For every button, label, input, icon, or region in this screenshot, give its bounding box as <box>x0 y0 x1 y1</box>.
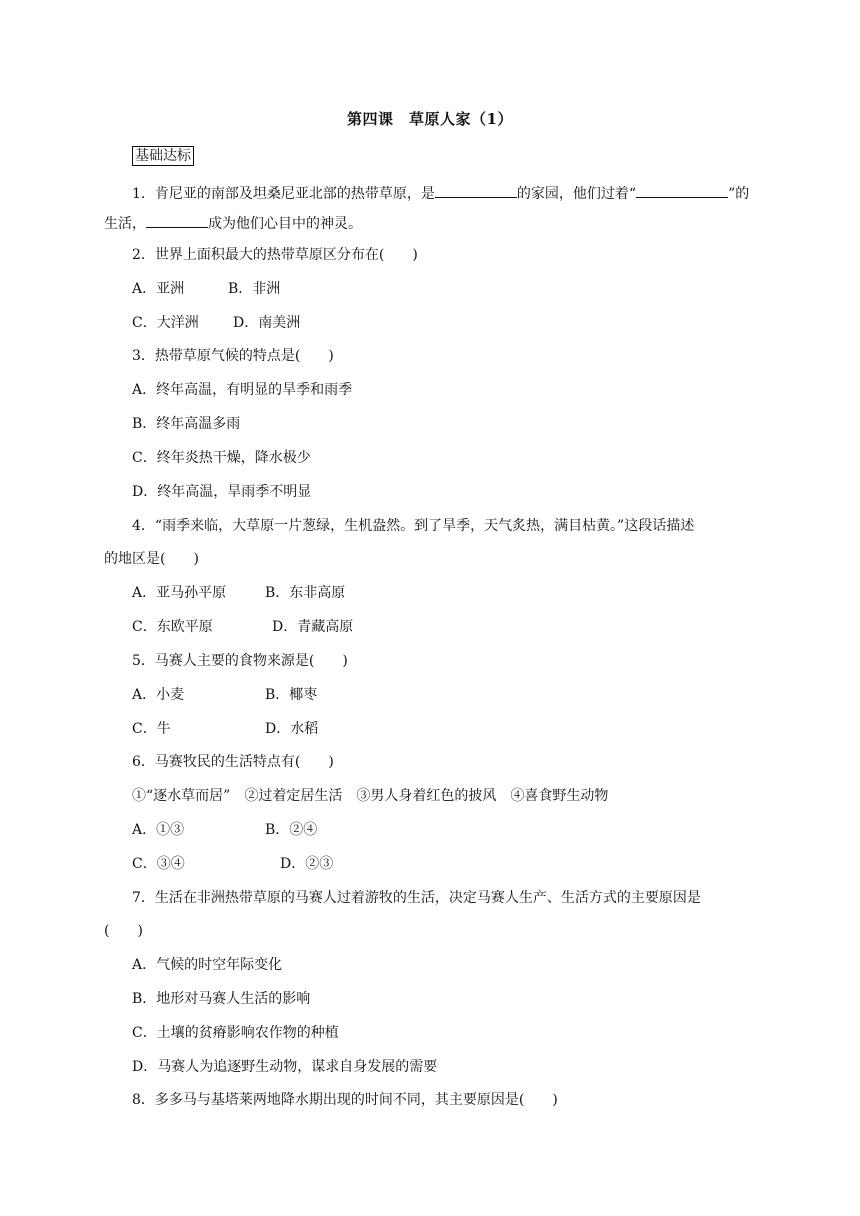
q5-option-c: C．牛 <box>132 721 171 737</box>
q4-option-a: A．亚马孙平原 <box>132 585 227 601</box>
question-2-stem: 2．世界上面积最大的热带草原区分布在( ) <box>132 247 418 263</box>
section-label: 基础达标 <box>132 146 194 166</box>
q5-option-b: B．椰枣 <box>265 687 318 703</box>
q1-text-c: ”的 <box>728 186 750 202</box>
q1-text-a: 1．肯尼亚的南部及坦桑尼亚北部的热带草原，是 <box>132 186 435 202</box>
q4-option-b: B．东非高原 <box>265 585 346 601</box>
question-6-stem: 6．马赛牧民的生活特点有( ) <box>132 754 334 770</box>
q6-option-a: A．①③ <box>132 822 185 838</box>
question-4-stem-line-2: 的地区是( ) <box>104 551 199 567</box>
q1-blank-2 <box>636 183 728 198</box>
question-5-stem: 5．马赛人主要的食物来源是( ) <box>132 653 348 669</box>
question-1-line-2 <box>104 213 362 234</box>
q2-option-c: C．大洋洲 <box>132 315 199 331</box>
q1-blank-3 <box>146 213 208 228</box>
q5-option-a: A．小麦 <box>132 687 185 703</box>
q3-option-b: B．终年高温多雨 <box>132 416 241 432</box>
question-7-stem-line-1: 7．生活在非洲热带草原的马赛人过着游牧的生活，决定马赛人生产、生活方式的主要原因是 <box>132 890 701 906</box>
q7-option-c: C．土壤的贫瘠影响农作物的种植 <box>132 1025 339 1041</box>
q7-option-a: A．气候的时空年际变化 <box>132 957 283 973</box>
q6-option-b: B．②④ <box>265 822 318 838</box>
q6-option-d: D．②③ <box>280 856 334 872</box>
q3-option-c: C．终年炎热干燥，降水极少 <box>132 450 311 466</box>
q3-option-a: A．终年高温，有明显的旱季和雨季 <box>132 382 353 398</box>
question-4-stem-line-1: 4．“雨季来临，大草原一片葱绿，生机盎然。到了旱季，天气炙热，满目枯黄。”这段话描述 <box>132 518 695 534</box>
question-1-line-1 <box>132 183 749 204</box>
q1-blank-1 <box>435 183 517 198</box>
q4-option-d: D．青藏高原 <box>272 619 354 635</box>
q3-option-d: D．终年高温，旱雨季不明显 <box>132 484 312 500</box>
page-title: 第四课 草原人家（1） <box>347 110 513 128</box>
q7-option-d: D．马赛人为追逐野生动物，谋求自身发展的需要 <box>132 1059 438 1075</box>
q7-option-b: B．地形对马赛人生活的影响 <box>132 991 311 1007</box>
q6-option-c: C．③④ <box>132 856 185 872</box>
q1-text-e: 成为他们心目中的神灵。 <box>208 216 362 232</box>
q1-text-b: 的家园，他们过着“ <box>516 186 637 202</box>
q6-statement-list: ①“逐水草而居” ②过着定居生活 ③男人身着红色的披风 ④喜食野生动物 <box>132 788 609 804</box>
q4-option-c: C．东欧平原 <box>132 619 213 635</box>
question-3-stem: 3．热带草原气候的特点是( ) <box>132 348 334 364</box>
question-8-stem: 8．多多马与基塔莱两地降水期出现的时间不同，其主要原因是( ) <box>132 1092 558 1108</box>
q2-option-d: D．南美洲 <box>233 315 301 331</box>
q2-option-a: A．亚洲 <box>132 281 185 297</box>
q1-text-d: 生活， <box>104 216 146 232</box>
q2-option-b: B．非洲 <box>228 281 281 297</box>
question-7-stem-line-2: ( ) <box>104 923 143 939</box>
q5-option-d: D．水稻 <box>265 721 319 737</box>
